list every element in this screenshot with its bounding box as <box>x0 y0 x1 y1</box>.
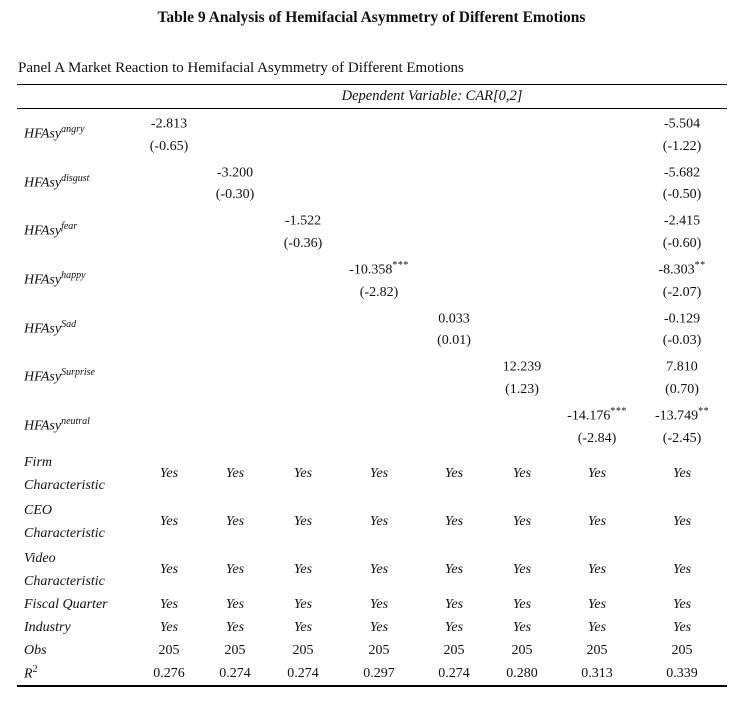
obs-value: 205 <box>586 643 608 659</box>
empty-cell <box>337 158 421 207</box>
row-label: Fiscal Quarter <box>24 597 108 613</box>
r2-value: 0.280 <box>506 665 538 681</box>
yes-cell: Yes <box>225 465 245 481</box>
t-statistic: (-1.22) <box>662 138 702 154</box>
coefficient: -14.176 <box>567 408 611 424</box>
variable-name: HFAsy <box>24 175 62 191</box>
control-row-fiscal-quarter <box>17 594 727 617</box>
yes-cell: Yes <box>225 561 245 577</box>
empty-cell <box>557 158 637 207</box>
empty-cell <box>557 255 637 304</box>
t-statistic: (1.23) <box>505 381 539 397</box>
yes-cell: Yes <box>672 561 692 577</box>
yes-cell: Yes <box>293 597 313 613</box>
yes-cell: Yes <box>369 465 389 481</box>
coefficient-value <box>337 255 421 282</box>
t-statistic: (0.01) <box>437 333 471 349</box>
obs-value: 205 <box>158 643 180 659</box>
empty-cell <box>269 304 337 353</box>
yes-cell: Yes <box>672 620 692 636</box>
t-statistic: (-0.50) <box>662 187 702 203</box>
row-label <box>17 450 137 498</box>
empty-cell <box>557 109 637 158</box>
empty-cell <box>201 109 269 158</box>
empty-cell <box>201 206 269 255</box>
yes-cell: Yes <box>159 513 179 529</box>
r2-value: 0.274 <box>287 665 319 681</box>
obs-row <box>17 640 727 663</box>
coefficient-value <box>201 158 269 185</box>
coefficient-cell <box>137 109 201 158</box>
coefficient-cell <box>269 206 337 255</box>
empty-cell <box>337 304 421 353</box>
yes-cell: Yes <box>587 465 607 481</box>
coefficient-value <box>269 206 337 233</box>
obs-value: 205 <box>292 643 314 659</box>
empty-cell <box>487 109 557 158</box>
empty-cell <box>487 401 557 450</box>
row-label-line: Characteristic <box>24 573 105 589</box>
variable-name: HFAsy <box>24 223 62 239</box>
row-label <box>17 255 137 304</box>
empty-cell <box>421 255 487 304</box>
control-row-firm <box>17 450 727 498</box>
empty-cell <box>137 352 201 401</box>
yes-cell: Yes <box>225 620 245 636</box>
coefficient-value <box>637 401 727 428</box>
obs-value: 205 <box>224 643 246 659</box>
yes-cell: Yes <box>512 597 532 613</box>
yes-cell: Yes <box>587 513 607 529</box>
coefficient-cell <box>487 352 557 401</box>
yes-cell: Yes <box>369 513 389 529</box>
coefficient-value <box>637 352 727 379</box>
coefficient: 7.810 <box>666 359 698 375</box>
empty-cell <box>337 352 421 401</box>
coef-row-disgust <box>17 158 727 207</box>
dependent-variable-header: Dependent Variable: CAR[0,2] <box>137 85 727 109</box>
significance-stars: *** <box>392 259 409 271</box>
row-label <box>17 401 137 450</box>
obs-value: 205 <box>443 643 465 659</box>
empty-cell <box>557 304 637 353</box>
variable-superscript: disgust <box>61 172 90 184</box>
coefficient-cell <box>557 401 637 450</box>
coefficient: 0.033 <box>438 311 470 327</box>
significance-stars: ** <box>698 405 710 417</box>
row-label <box>17 663 137 686</box>
empty-cell <box>557 206 637 255</box>
variable-name: HFAsy <box>24 272 62 288</box>
empty-cell <box>421 158 487 207</box>
empty-cell <box>487 304 557 353</box>
empty-cell <box>201 401 269 450</box>
yes-cell: Yes <box>444 561 464 577</box>
coefficient-cell <box>637 255 727 304</box>
row-label <box>17 158 137 207</box>
coefficient-cell <box>637 206 727 255</box>
variable-name: HFAsy <box>24 369 62 385</box>
empty-cell <box>137 158 201 207</box>
r2-value: 0.276 <box>153 665 185 681</box>
coefficient-value <box>637 304 727 331</box>
yes-cell: Yes <box>587 561 607 577</box>
empty-cell <box>269 109 337 158</box>
row-label-line: CEO <box>24 502 52 518</box>
coefficient-cell <box>637 109 727 158</box>
coefficient: -8.303 <box>658 262 695 278</box>
obs-value: 205 <box>368 643 390 659</box>
empty-cell <box>421 109 487 158</box>
empty-cell <box>421 352 487 401</box>
yes-cell: Yes <box>444 597 464 613</box>
variable-superscript: happy <box>61 269 86 281</box>
coefficient: -0.129 <box>663 311 701 327</box>
variable-superscript: fear <box>61 221 78 233</box>
coefficient: -1.522 <box>284 213 322 229</box>
row-label-line: Characteristic <box>24 525 105 541</box>
yes-cell: Yes <box>293 561 313 577</box>
yes-cell: Yes <box>672 597 692 613</box>
empty-cell <box>421 401 487 450</box>
yes-cell: Yes <box>159 597 179 613</box>
t-statistic: (-0.60) <box>662 235 702 251</box>
control-row-industry <box>17 617 727 640</box>
empty-cell <box>269 352 337 401</box>
significance-stars: ** <box>694 259 706 271</box>
variable-superscript: Surprise <box>61 367 95 379</box>
empty-cell <box>17 85 137 109</box>
variable-superscript: angry <box>61 124 85 135</box>
yes-cell: Yes <box>159 561 179 577</box>
r2-value: 0.274 <box>219 665 251 681</box>
variable-name: HFAsy <box>24 126 62 142</box>
yes-cell: Yes <box>159 465 179 481</box>
coef-row-happy <box>17 255 727 304</box>
row-label <box>17 498 137 546</box>
coefficient: -2.415 <box>663 213 701 229</box>
row-label-line: Video <box>24 550 56 566</box>
empty-cell <box>137 304 201 353</box>
coefficient-value <box>137 109 201 136</box>
row-label <box>17 206 137 255</box>
empty-cell <box>201 255 269 304</box>
empty-cell <box>337 401 421 450</box>
empty-cell <box>137 206 201 255</box>
empty-cell <box>337 206 421 255</box>
variable-superscript: neutral <box>61 415 90 427</box>
empty-cell <box>269 401 337 450</box>
control-row-ceo <box>17 498 727 546</box>
t-statistic: (-2.82) <box>359 284 399 300</box>
r2-superscript: 2 <box>32 664 38 676</box>
yes-cell: Yes <box>293 620 313 636</box>
t-statistic: (-2.07) <box>662 284 702 300</box>
variable-name: HFAsy <box>24 321 62 337</box>
regression-table <box>17 84 727 687</box>
yes-cell: Yes <box>369 620 389 636</box>
r2-row <box>17 663 727 686</box>
coefficient-cell <box>637 352 727 401</box>
obs-value: 205 <box>671 643 693 659</box>
coef-row-fear <box>17 206 727 255</box>
coefficient: -5.504 <box>663 116 701 132</box>
empty-cell <box>137 401 201 450</box>
empty-cell <box>557 352 637 401</box>
yes-cell: Yes <box>512 620 532 636</box>
yes-cell: Yes <box>159 620 179 636</box>
empty-cell <box>201 352 269 401</box>
coef-row-neutral <box>17 401 727 450</box>
coefficient: -5.682 <box>663 165 701 181</box>
coefficient-cell <box>637 304 727 353</box>
yes-cell: Yes <box>444 465 464 481</box>
t-statistic: (-0.65) <box>149 138 189 154</box>
coefficient-cell <box>337 255 421 304</box>
coefficient-value <box>557 401 637 428</box>
t-statistic: (-0.36) <box>283 235 323 251</box>
row-label: Industry <box>24 620 71 636</box>
row-label <box>17 109 137 158</box>
coef-row-sad <box>17 304 727 353</box>
t-statistic: (0.70) <box>665 381 699 397</box>
yes-cell: Yes <box>225 513 245 529</box>
coefficient: -10.358 <box>349 262 393 278</box>
t-statistic: (-2.84) <box>577 430 617 446</box>
empty-cell <box>487 206 557 255</box>
coefficient-value <box>637 158 727 185</box>
significance-stars: *** <box>610 405 627 417</box>
r2-value: 0.313 <box>581 665 613 681</box>
coefficient-value <box>637 206 727 233</box>
yes-cell: Yes <box>672 465 692 481</box>
yes-cell: Yes <box>293 465 313 481</box>
coefficient-cell <box>421 304 487 353</box>
yes-cell: Yes <box>444 513 464 529</box>
yes-cell: Yes <box>512 513 532 529</box>
coefficient-value <box>421 304 487 331</box>
coefficient: -3.200 <box>216 165 254 181</box>
t-statistic: (-0.30) <box>215 187 255 203</box>
coefficient-value <box>487 352 557 379</box>
coefficient: -2.813 <box>150 116 188 132</box>
empty-cell <box>337 109 421 158</box>
empty-cell <box>269 255 337 304</box>
yes-cell: Yes <box>369 597 389 613</box>
empty-cell <box>269 158 337 207</box>
empty-cell <box>421 206 487 255</box>
row-label <box>17 546 137 594</box>
empty-cell <box>201 304 269 353</box>
row-label-line: Characteristic <box>24 477 105 493</box>
header-row <box>17 85 727 109</box>
yes-cell: Yes <box>225 597 245 613</box>
coefficient: -13.749 <box>654 408 699 424</box>
empty-cell <box>137 255 201 304</box>
panel-heading: Panel A Market Reaction to Hemifacial Asymmetry of Different Emotions <box>18 60 464 76</box>
r2-value: 0.274 <box>438 665 470 681</box>
empty-cell <box>487 158 557 207</box>
empty-cell <box>487 255 557 304</box>
yes-cell: Yes <box>512 465 532 481</box>
variable-superscript: Sad <box>61 318 77 330</box>
t-statistic: (-0.03) <box>662 333 702 349</box>
coefficient-cell <box>637 158 727 207</box>
coefficient-cell <box>637 401 727 450</box>
r2-symbol: R <box>24 666 33 682</box>
yes-cell: Yes <box>293 513 313 529</box>
yes-cell: Yes <box>587 620 607 636</box>
row-label-line: Firm <box>24 454 52 470</box>
coefficient: 12.239 <box>502 359 542 375</box>
yes-cell: Yes <box>444 620 464 636</box>
obs-value: 205 <box>511 643 533 659</box>
row-label <box>17 304 137 353</box>
row-label: Obs <box>24 643 47 659</box>
coef-row-surprise <box>17 352 727 401</box>
variable-name: HFAsy <box>24 418 62 434</box>
coefficient-value <box>637 109 727 136</box>
coef-row-angry <box>17 109 727 158</box>
r2-value: 0.297 <box>363 665 395 681</box>
r2-value: 0.339 <box>666 665 698 681</box>
t-statistic: (-2.45) <box>662 430 702 446</box>
control-row-video <box>17 546 727 594</box>
yes-cell: Yes <box>512 561 532 577</box>
yes-cell: Yes <box>369 561 389 577</box>
coefficient-value <box>637 255 727 282</box>
table-title: Table 9 Analysis of Hemifacial Asymmetry of Different Emotions <box>157 9 586 26</box>
coefficient-cell <box>201 158 269 207</box>
row-label <box>17 352 137 401</box>
yes-cell: Yes <box>587 597 607 613</box>
yes-cell: Yes <box>672 513 692 529</box>
